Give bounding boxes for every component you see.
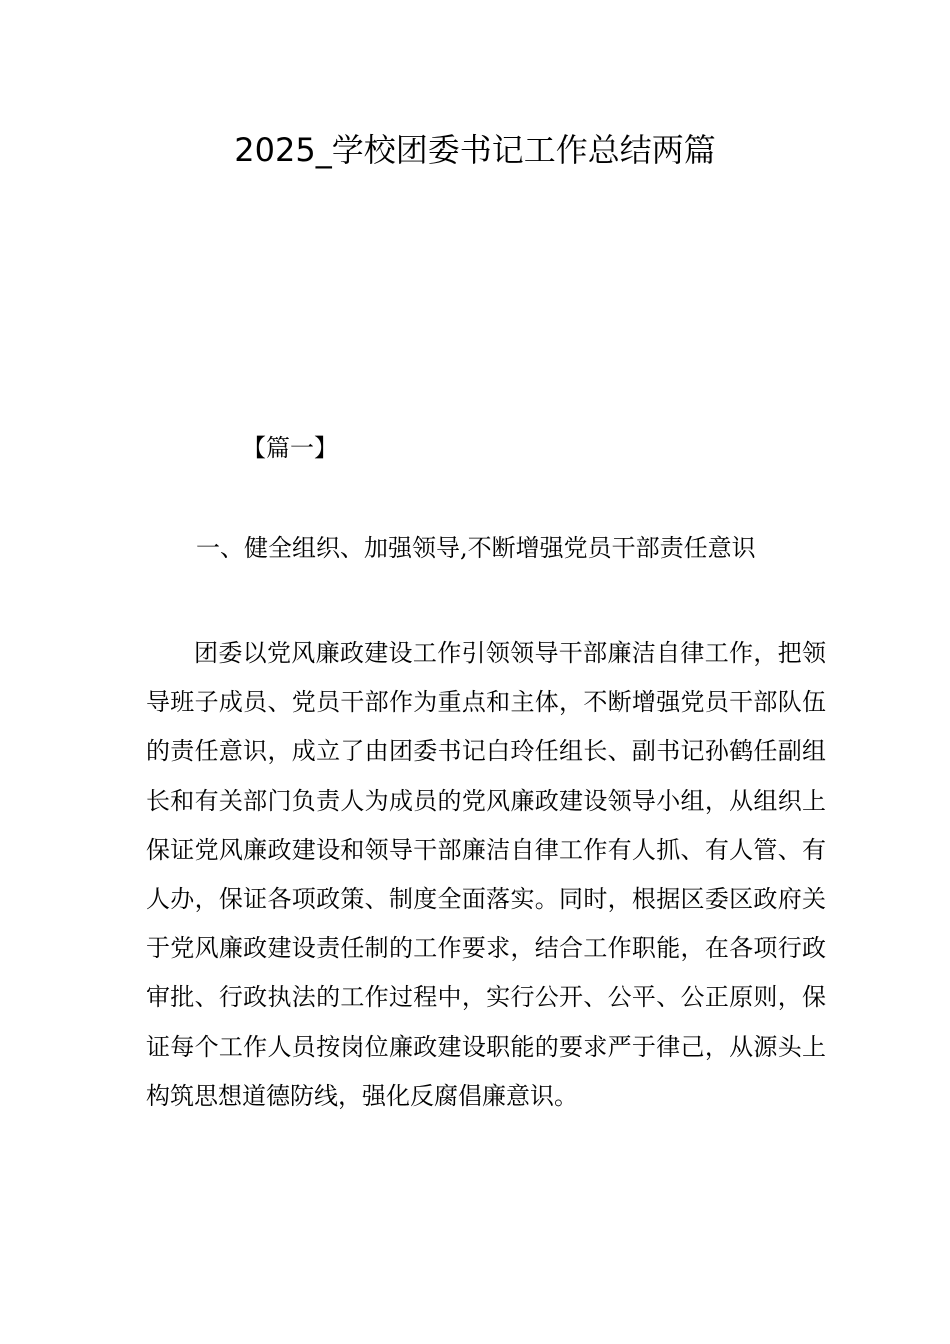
body-paragraph: 团委以党风廉政建设工作引领领导干部廉洁自律工作，把领导班子成员、党员干部作为重点和主体，不断增强党员干部队伍的责任意识，成立了由团委书记白玲任组长、副书记孙鹤任副组长和有关部门负责人为成员的党风廉政建设领导小组，从组织上保证党风廉政建设和领导干部廉洁自律工作有人抓、有人管、有人办，保证各项政策、制度全面落实。同时，根据区委区政府关于党风廉政建设责任制的工作要求，结合工作职能，在各项行政审批、行政执法的工作过程中，实行公开、公平、公正原则，保证每个工作人员按岗位廉政建设职能的要求严于律己，从源头上构筑思想道德防线，强化反腐倡廉意识。: [146, 639, 826, 1110]
section-label: 【篇一】: [242, 434, 338, 462]
section-heading: 一、健全组织、加强领导,不断增强党员干部责任意识: [196, 534, 756, 562]
document-title: 2025_学校团委书记工作总结两篇: [234, 131, 716, 169]
